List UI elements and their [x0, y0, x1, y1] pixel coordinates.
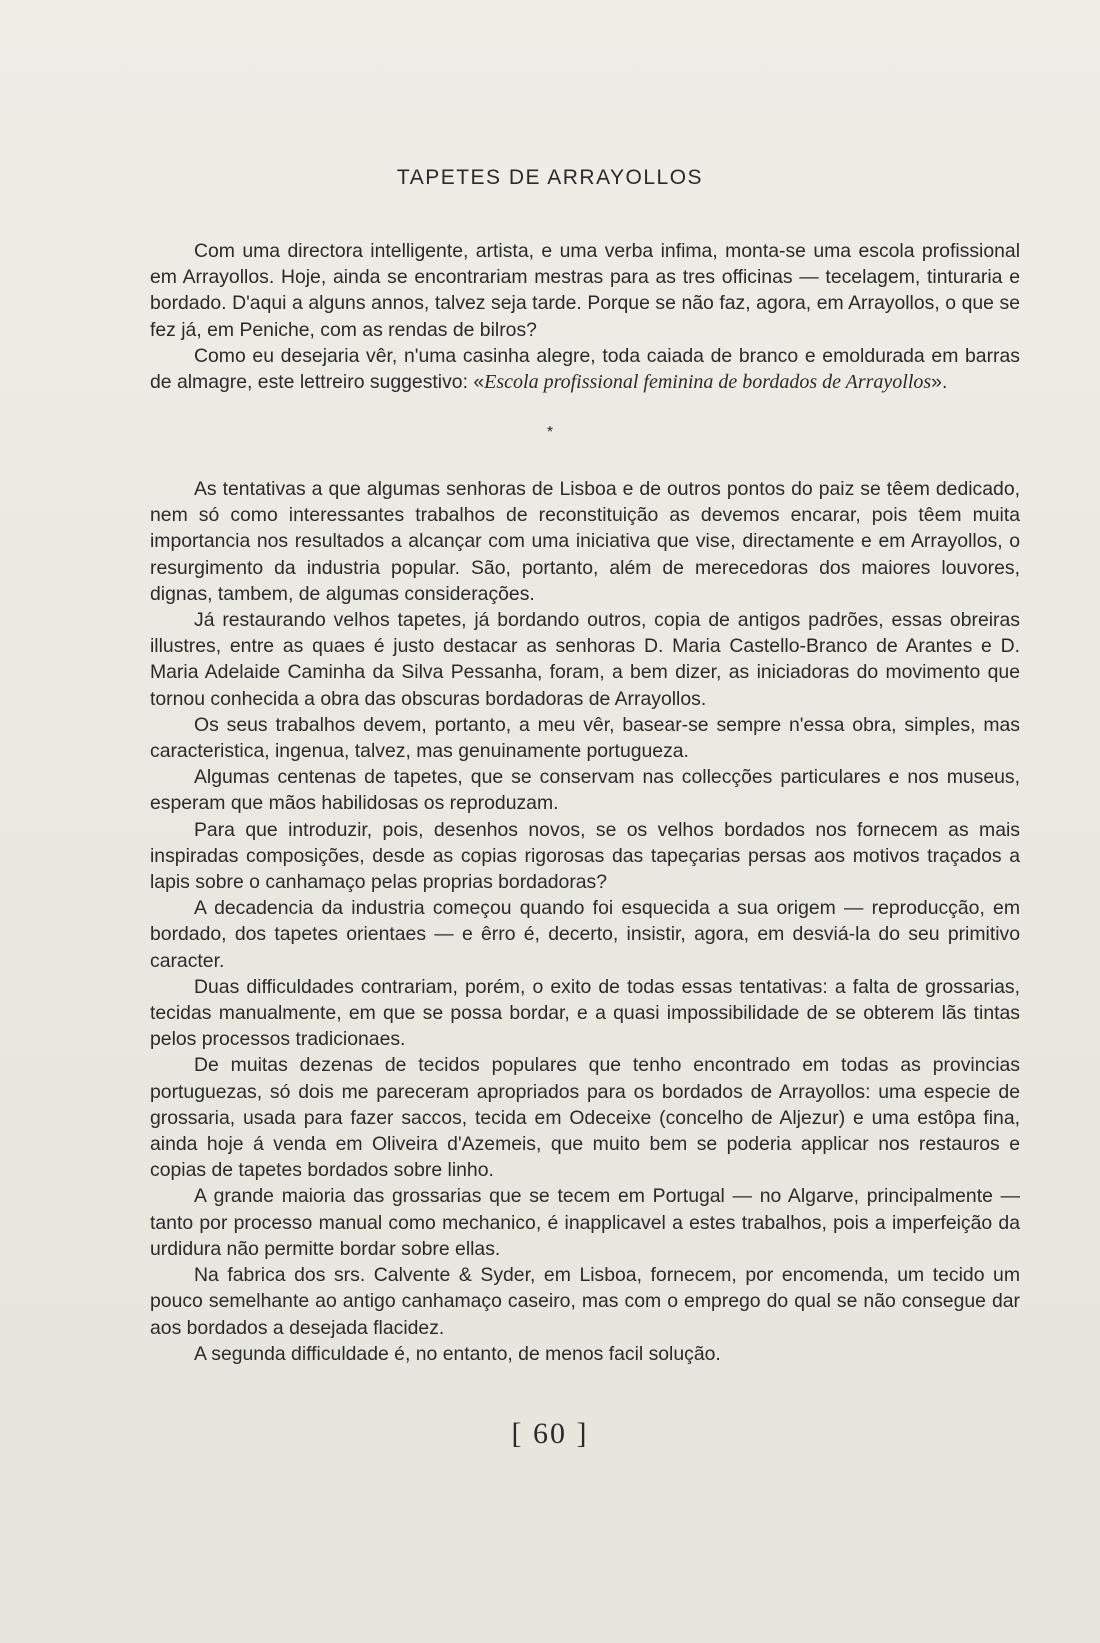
paragraph: A decadencia da industria começou quando foi esquecida a sua origem — reproducção, em bordado, dos tapetes orientaes — e êrro é, decerto, insistir, agora, em desviá-la do seu primitivo caracter. — [150, 897, 1020, 972]
section-separator: * — [546, 424, 554, 441]
paragraph: Duas difficuldades contrariam, porém, o exito de todas essas tentativas: a falta de grossarias, tecidas manualmente, em que se possa bordar, e a quasi impossibilidade de se obterem lãs tintas pelos processos tradicionaes. — [150, 975, 1020, 1051]
paragraph: Já restaurando velhos tapetes, já bordando outros, copia de antigos padrões, essas obreiras illustres, entre as quaes é justo destacar as senhoras D. Maria Castello-Branco de Arantes e D. Maria Adelaide Caminha da Silva Pessanha, foram, a bem dizer, as iniciadoras do movimento que tornou conhecida a obra das obscuras bordadoras de Arrayollos. — [150, 609, 1020, 710]
paragraph: A segunda difficuldade é, no entanto, de menos facil solução. — [194, 1342, 721, 1365]
paragraph: Com uma directora intelligente, artista, e uma verba infima, monta-se uma escola profissional em Arrayollos. Hoje, ainda se encontrariam mestras para as tres officinas — tecelagem, tinturaria e bordado. D'aqui a alguns annos, talvez seja tarde. Porque se não faz, agora, em Arrayollos, o que se fez já, em Peniche, com as rendas de bilros? — [150, 240, 1020, 341]
paragraph: A grande maioria das grossarias que se tecem em Portugal — no Algarve, principalmente — tanto por processo manual como mechanico, é inapplicavel a estes trabalhos, pois a imperfeição da urdidura não permitte bordar sobre ellas. — [150, 1185, 1020, 1260]
paragraph: As tentativas a que algumas senhoras de Lisboa e de outros pontos do paiz se têem dedicado, nem só como interessantes trabalhos de reconstituição as devemos encarar, pois têem muita importancia nos resultados a alcançar com uma iniciativa que vise, directamente e em Arrayollos, o resurgimento da industria popular. São, portanto, além de merecedoras dos maiores louvores, dignas, tambem, de algumas considerações. — [150, 478, 1020, 605]
section-one — [150, 238, 1020, 395]
paragraph: De muitas dezenas de tecidos populares que tenho encontrado em todas as provincias portuguezas, só dois me pareceram apropriados para os bordados de Arrayollos: uma especie de grossaria, usada para fazer saccos, tecida em Odeceixe (concelho de Aljezur) e uma estôpa fina, ainda hoje á venda em Oliveira d'Azemeis, que muito bem se poderia applicar nos restauros e copias de tapetes bordados sobre linho. — [150, 1054, 1020, 1182]
paragraph: Algumas centenas de tapetes, que se conservam nas collecções particulares e nos museus, esperam que mãos habilidosas os reproduzam. — [150, 766, 1020, 815]
paragraph-end: ». — [931, 371, 948, 394]
section-two — [150, 476, 1020, 1367]
paragraph: Os seus trabalhos devem, portanto, a meu vêr, basear-se sempre n'essa obra, simples, mas caracteristica, ingenua, talvez, mas genuinamente portugueza. — [150, 713, 1020, 763]
paragraph: Na fabrica dos srs. Calvente & Syder, em Lisboa, fornecem, por encomenda, um tecido um pouco semelhante ao antigo canhamaço caseiro, mas com o emprego do qual se não consegue dar aos bordados a desejada flacidez. — [150, 1264, 1020, 1339]
italic-title: Escola profissional feminina de bordados de Arrayollos — [484, 371, 932, 394]
running-header: TAPETES DE ARRAYOLLOS — [396, 166, 704, 189]
paragraph: Para que introduzir, pois, desenhos novos, se os velhos bordados nos fornecem as mais inspiradas composições, desde as copias rigorosas das tapeçarias persas aos motivos traçados a lapis sobre o canhamaço pelas proprias bordadoras? — [150, 818, 1020, 894]
paragraph-text: Como eu desejaria vêr, n'uma casinha alegre, toda caiada de branco e emoldurada em barras de almagre, este lettreiro suggestivo: « — [150, 344, 1020, 394]
page-number: [ 60 ] — [511, 1417, 589, 1450]
paragraph — [150, 343, 1020, 395]
